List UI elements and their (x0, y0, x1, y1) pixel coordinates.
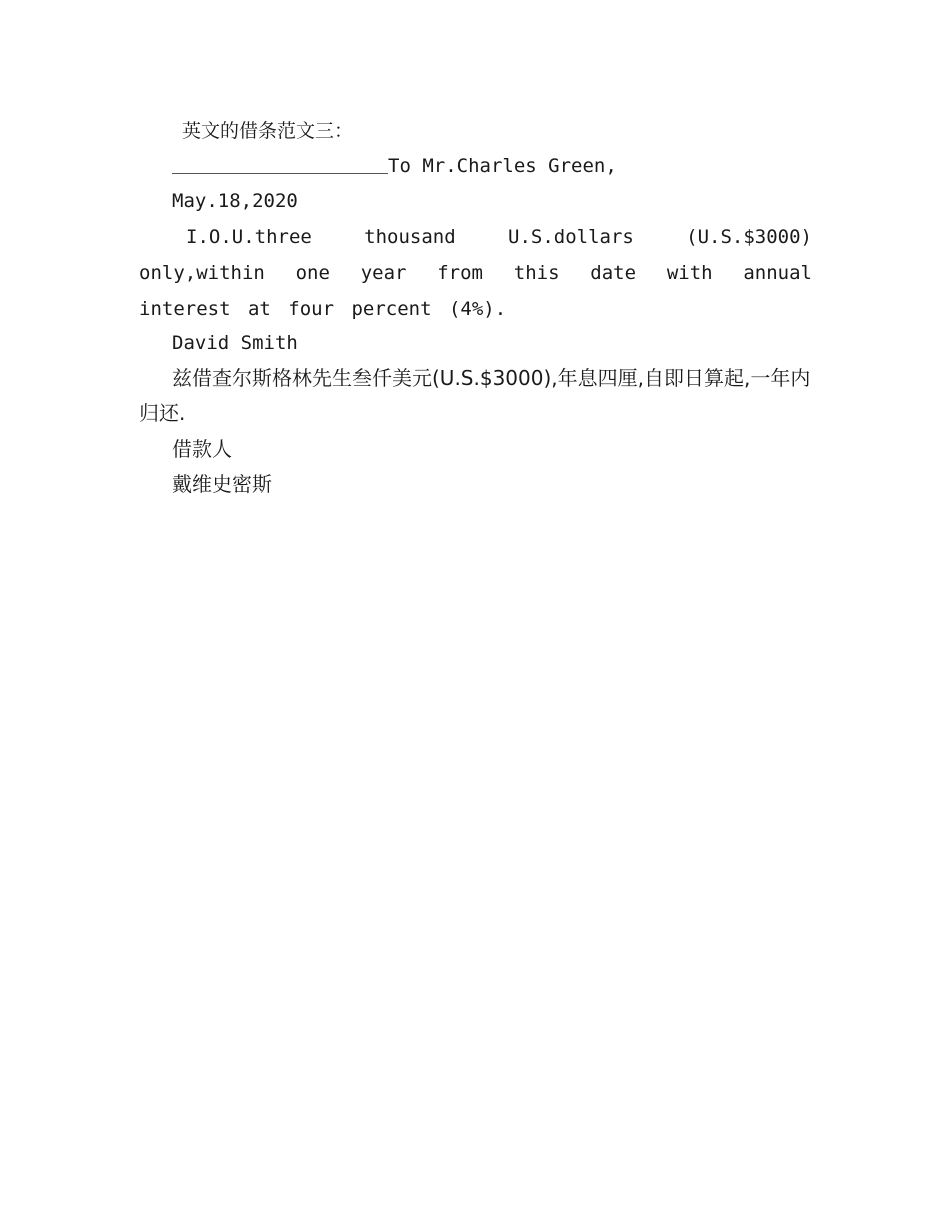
chinese-body-paragraph: 兹借查尔斯格林先生叁仟美元(U.S.$3000),年息四厘,自即日算起,一年内归还. (139, 366, 811, 425)
document-heading: 英文的借条范文三： (182, 120, 354, 142)
date-line: May.18,2020 (172, 190, 298, 212)
english-body-paragraph: I.O.U.three thousand U.S.dollars (U.S.$3000) only,within one year from this date with annual interest at four percent (4%). (139, 226, 812, 320)
borrower-name: 戴维史密斯 (172, 472, 272, 496)
borrower-label: 借款人 (172, 437, 232, 461)
english-signature: David Smith (172, 332, 298, 354)
recipient-text: To Mr.Charles Green, (388, 155, 617, 177)
blank-underline (172, 151, 388, 174)
recipient-line (172, 149, 617, 184)
